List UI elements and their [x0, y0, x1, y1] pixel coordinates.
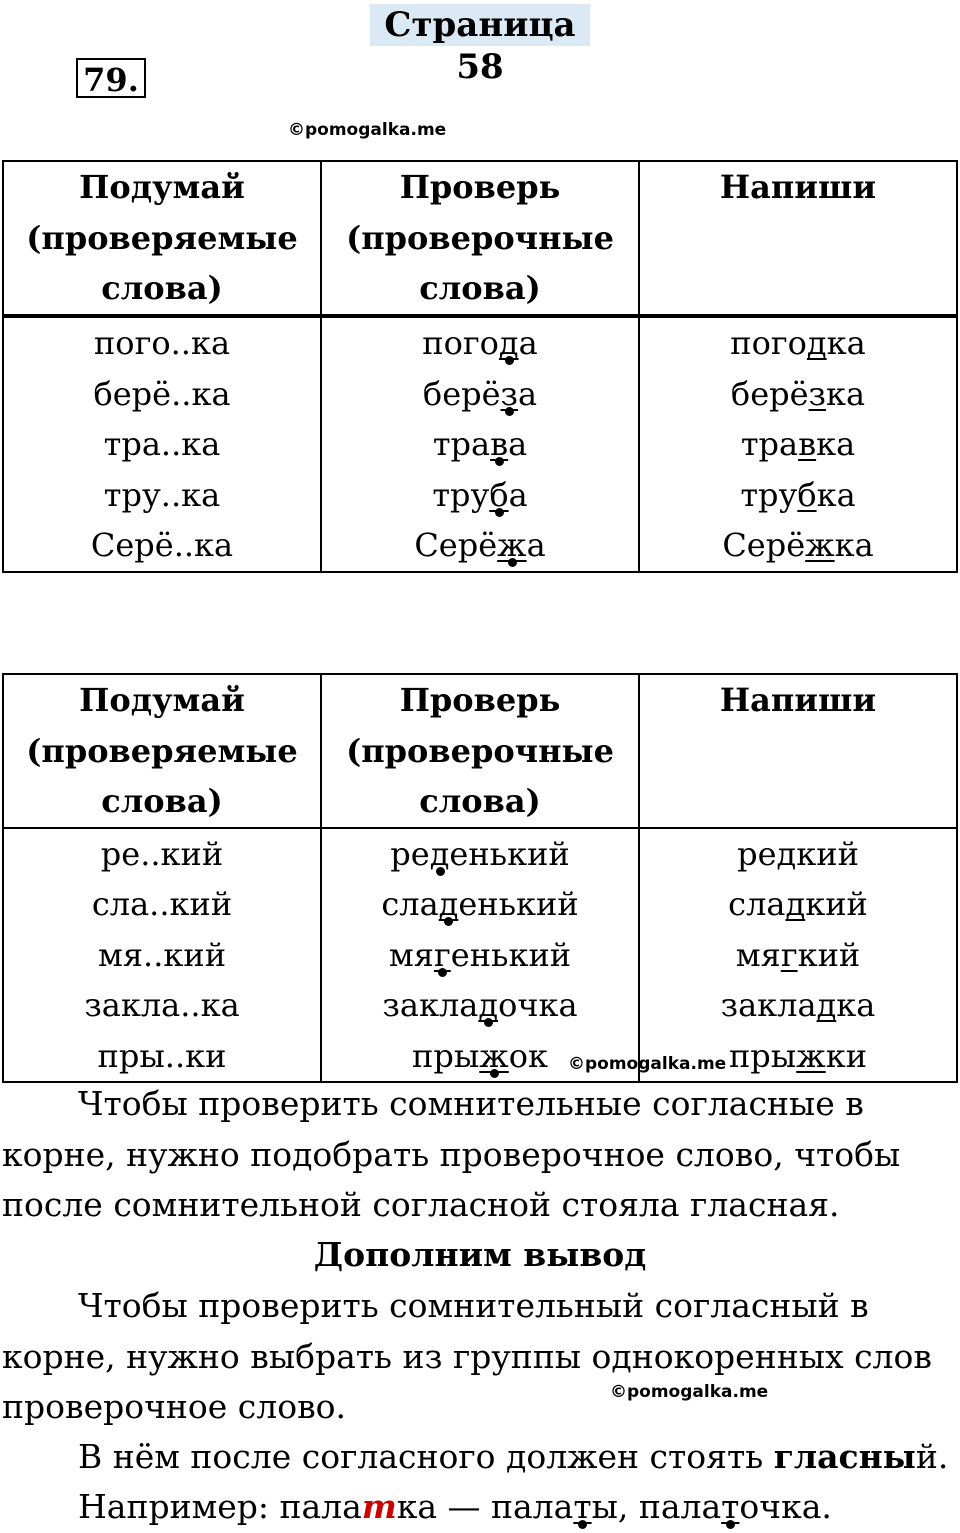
check-word-letter: в [490, 425, 509, 463]
write-word [640, 879, 956, 930]
write-word-pre: Серё [722, 526, 806, 564]
write-word [640, 369, 956, 420]
watermark-middle: ©pomogalka.me [568, 1054, 727, 1074]
write-word [640, 419, 956, 470]
think-word: тру..ка [103, 475, 221, 514]
table2-think-col [3, 828, 321, 1083]
example-check2-letter: т [721, 1487, 740, 1526]
check-word-post: а [508, 425, 528, 463]
example-prefix: Например: пала [78, 1487, 362, 1526]
check-word-letter: б [489, 475, 509, 514]
think-word: берё..ка [93, 374, 231, 413]
paragraph-conclusion: Чтобы проверить сомнительный согласный в корне, нужно выбрать из группы однокоренных слов проверочное слово. [2, 1286, 932, 1426]
write-word-post: кий [797, 935, 861, 974]
check-word [322, 980, 638, 1031]
write-word-pre: пого [730, 324, 807, 362]
write-word-post: ка [826, 324, 866, 362]
table1-write-col [639, 317, 957, 572]
write-word-letter: д [806, 324, 827, 362]
check-word-post: а [508, 475, 528, 514]
check-word [322, 520, 638, 571]
check-word [322, 829, 638, 880]
write-word-letter: з [808, 374, 826, 413]
write-word [640, 520, 956, 571]
check-word [322, 419, 638, 470]
write-word-pre: сла [728, 885, 786, 923]
write-word-post: ка [816, 475, 856, 514]
write-word-letter: в [798, 425, 817, 463]
write-word-post: ка [826, 374, 866, 413]
write-word-post: кий [796, 834, 859, 873]
write-word-letter: ж [805, 526, 835, 564]
check-word-pre: мя [388, 935, 434, 974]
paragraph3-bold: гласны [773, 1437, 916, 1476]
write-word-pre: пры [728, 1036, 797, 1075]
write-word-letter: г [780, 935, 798, 974]
example-check1-letter: т [573, 1487, 592, 1526]
write-word [640, 829, 956, 880]
check-word [322, 318, 638, 369]
table2-header-think: Подумай (проверяемые слова) [3, 674, 321, 828]
paragraph-vowel [2, 1432, 958, 1483]
write-word [640, 470, 956, 521]
think-word: пого..ка [93, 324, 231, 362]
table1-header [2, 160, 958, 316]
write-word-letter: б [797, 475, 817, 514]
think-word: тра..ка [103, 425, 221, 463]
example-red-letter: т [361, 1487, 397, 1526]
check-word-pre: тру [432, 475, 490, 514]
table2-header-check: Проверь (проверочные слова) [321, 674, 639, 828]
check-word-post: а [518, 374, 538, 413]
write-word-post: кий [805, 885, 868, 923]
check-word-letter: з [500, 374, 518, 413]
write-word [640, 980, 956, 1031]
write-word [640, 318, 956, 369]
table2-write-col [639, 828, 957, 1083]
header-think: Подумай (проверяемые слова) [3, 161, 321, 315]
paragraph3-pre: В нём после согласного должен стоять [78, 1437, 774, 1476]
check-word-post: а [526, 526, 546, 564]
table2-check-col [321, 828, 639, 1083]
write-word-letter: д [785, 885, 806, 923]
think-word: ре..кий [100, 834, 224, 873]
think-word: мя..кий [97, 935, 227, 974]
task-number: 79. [76, 58, 146, 98]
check-word-pre: тра [432, 425, 491, 463]
write-word [640, 930, 956, 981]
check-word [322, 369, 638, 420]
write-word-pre: тра [740, 425, 799, 463]
header-check: Проверь (проверочные слова) [321, 161, 639, 315]
check-word-pre: пры [412, 1036, 480, 1075]
think-word: закла..ка [84, 986, 240, 1024]
check-word-pre: пого [422, 324, 499, 362]
check-word-letter: д [498, 324, 519, 362]
check-word-pre: сла [381, 885, 439, 923]
example-line [2, 1482, 958, 1533]
watermark-top: ©pomogalka.me [288, 120, 447, 140]
check-word [322, 879, 638, 930]
paragraph-rule: Чтобы проверить сомнительные согласные в корне, нужно подобрать проверочное слово, чтобы после сомнительной согласной стояла гласная. [2, 1084, 901, 1224]
watermark-bottom: ©pomogalka.me [610, 1382, 769, 1402]
check-word-letter: ж [479, 1036, 509, 1075]
check-word-letter: д [438, 885, 459, 923]
write-word-letter: д [816, 986, 837, 1024]
example-word-rest: ка — пала [396, 1487, 574, 1526]
check-word-post: енький [450, 935, 572, 974]
write-word-pre: мя [735, 935, 781, 974]
example-check2-rest: очка. [739, 1487, 832, 1526]
table1-think-col [3, 317, 321, 572]
check-word-post: енький [458, 885, 579, 923]
check-word [322, 930, 638, 981]
check-word-post: очка [498, 986, 578, 1024]
conclusion-heading: Дополним вывод [313, 1235, 647, 1274]
check-word-letter: ж [497, 526, 527, 564]
think-word: пры..ки [97, 1036, 227, 1075]
check-word-pre: ре [390, 834, 430, 873]
write-word-pre: тру [740, 475, 798, 514]
check-word-letter: д [478, 986, 499, 1024]
check-word-pre: Серё [414, 526, 498, 564]
write-word-pre: закла [720, 986, 817, 1024]
write-word-post: ка [836, 986, 876, 1024]
table1-check-col [321, 317, 639, 572]
write-word-pre: ре [737, 834, 777, 873]
write-word-letter: д [776, 834, 797, 873]
table2 [2, 673, 958, 1083]
check-word-post: ок [508, 1036, 548, 1075]
think-word: Серё..ка [90, 526, 234, 564]
think-word: сла..кий [91, 885, 233, 923]
table1-body [2, 316, 958, 573]
header-write: Напиши [639, 161, 957, 315]
write-word-letter: ж [796, 1036, 826, 1075]
write-word-post: ка [834, 526, 874, 564]
check-word-letter: д [429, 834, 450, 873]
write-word-pre: берё [730, 374, 809, 413]
page-title: Страница 58 [370, 4, 590, 46]
check-word [322, 470, 638, 521]
check-word-letter: г [433, 935, 451, 974]
check-word-pre: берё [422, 374, 501, 413]
paragraph3-post: й. [915, 1437, 949, 1476]
write-word-post: ки [825, 1036, 868, 1075]
example-check1-rest: ы, пала [591, 1487, 722, 1526]
check-word-post: енький [449, 834, 570, 873]
write-word-post: ка [816, 425, 856, 463]
check-word-post: а [518, 324, 538, 362]
check-word-pre: закла [382, 986, 479, 1024]
table2-header-write: Напиши [639, 674, 957, 828]
